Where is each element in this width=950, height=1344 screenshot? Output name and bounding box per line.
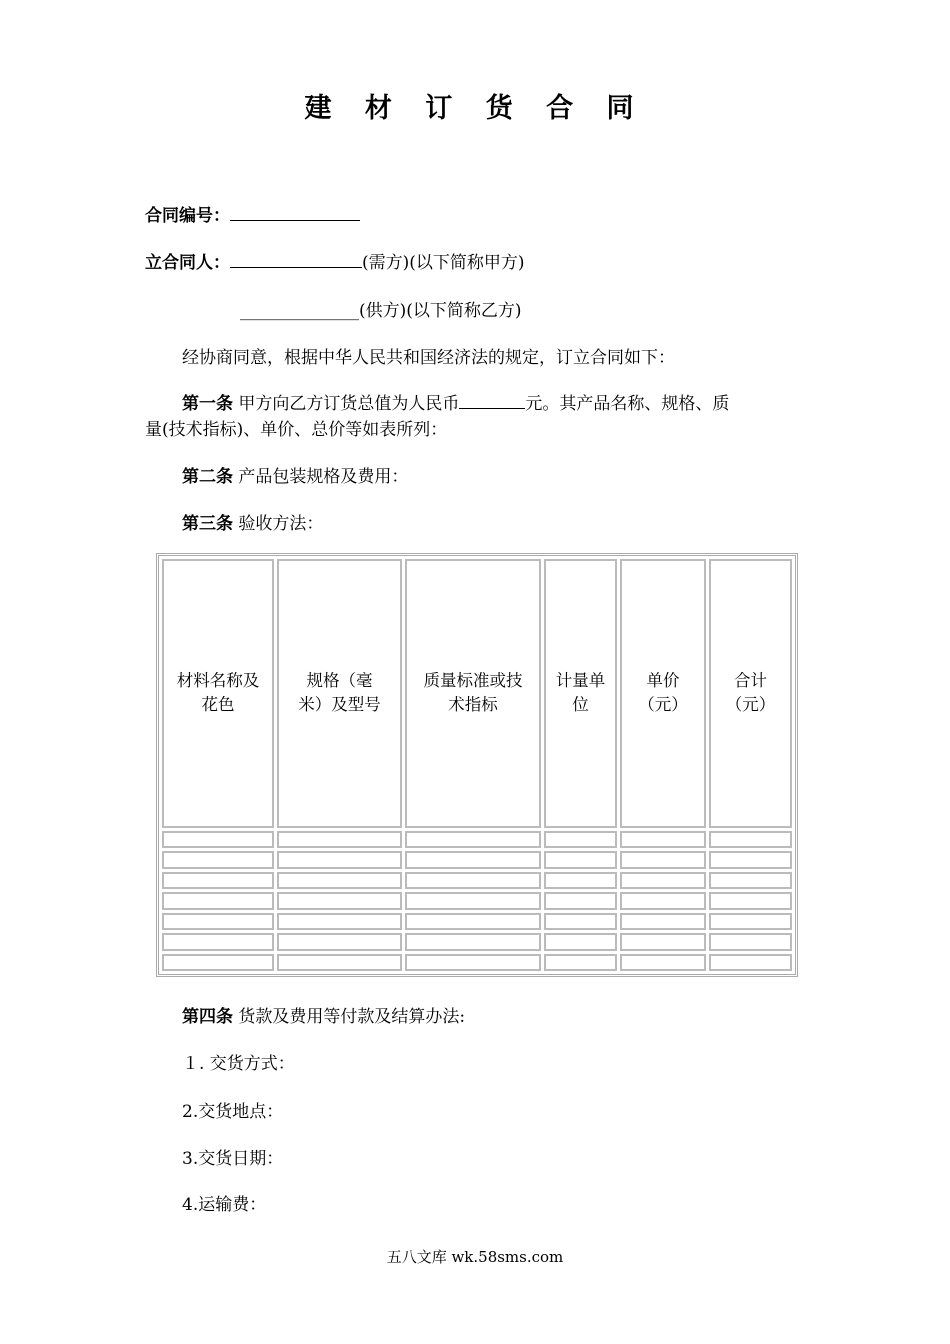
article-2-text: 产品包装规格及费用： — [238, 467, 409, 487]
table-cell[interactable] — [620, 892, 706, 909]
table-cell[interactable] — [405, 872, 541, 889]
header-total: 合计 （元） — [709, 559, 792, 828]
table-cell[interactable] — [405, 933, 541, 950]
article-1-line-1 — [182, 389, 729, 414]
table-cell[interactable] — [405, 851, 541, 868]
table-row — [162, 851, 792, 868]
article-1-line-2: 量(技术指标)、单价、总价等如表所列： — [145, 420, 448, 440]
table-row — [162, 913, 792, 930]
table-row — [162, 872, 792, 889]
header-unit-price: 单价 （元） — [620, 559, 706, 828]
item-delivery-method: １. 交货方式： — [182, 1054, 295, 1074]
header-quality-standard: 质量标准或技 术指标 — [405, 559, 541, 828]
table-row — [162, 954, 792, 972]
article-1-text-a: 甲方向乙方订货总值为人民币 — [238, 394, 460, 414]
table-cell[interactable] — [405, 892, 541, 909]
buyer-suffix: (需方)(以下简称甲方) — [362, 253, 525, 273]
footer-watermark: 五八文库 wk.58sms.com — [386, 1248, 564, 1266]
item-freight: 4.运输费： — [182, 1195, 267, 1215]
header-material-name: 材料名称及 花色 — [162, 559, 274, 828]
buyer-name-blank[interactable] — [230, 251, 362, 268]
table-cell[interactable] — [277, 851, 402, 868]
table-cell[interactable] — [544, 851, 617, 868]
table-cell[interactable] — [544, 872, 617, 889]
header-unit: 计量单 位 — [544, 559, 617, 828]
article-1-text-b: 元。其产品名称、规格、质 — [525, 394, 730, 414]
table-cell[interactable] — [709, 872, 792, 889]
total-amount-blank[interactable] — [459, 392, 525, 409]
article-4 — [182, 1002, 465, 1027]
item-delivery-date: 3.交货日期： — [182, 1149, 284, 1169]
table-cell[interactable] — [277, 872, 402, 889]
table-cell[interactable] — [162, 892, 274, 909]
item-delivery-place: 2.交货地点： — [182, 1102, 284, 1122]
table-cell[interactable] — [277, 831, 402, 848]
contract-number-label: 合同编号： — [145, 206, 230, 226]
seller-name-blank[interactable]: ______________ — [240, 301, 359, 321]
table-row — [162, 892, 792, 909]
article-3 — [182, 509, 323, 534]
table-cell[interactable] — [544, 892, 617, 909]
table-cell[interactable] — [277, 933, 402, 950]
table-cell[interactable] — [277, 954, 402, 972]
parties-buyer-line — [145, 248, 525, 273]
article-1-heading: 第一条 — [182, 394, 233, 414]
table-cell[interactable] — [162, 933, 274, 950]
table-cell[interactable] — [405, 913, 541, 930]
table-cell[interactable] — [544, 933, 617, 950]
table-cell[interactable] — [620, 954, 706, 972]
table-cell[interactable] — [620, 831, 706, 848]
table-cell[interactable] — [620, 933, 706, 950]
table-row — [162, 831, 792, 848]
table-cell[interactable] — [277, 913, 402, 930]
table-cell[interactable] — [709, 933, 792, 950]
article-3-text: 验收方法： — [238, 514, 324, 534]
table-row — [162, 933, 792, 950]
table-cell[interactable] — [620, 913, 706, 930]
table-cell[interactable] — [709, 831, 792, 848]
table-cell[interactable] — [277, 892, 402, 909]
table-cell[interactable] — [162, 851, 274, 868]
document-title: 建 材 订 货 合 同 — [304, 93, 646, 124]
table-cell[interactable] — [709, 954, 792, 972]
table-cell[interactable] — [709, 851, 792, 868]
table-cell[interactable] — [162, 872, 274, 889]
article-4-text: 货款及费用等付款及结算办法: — [238, 1007, 466, 1027]
table-cell[interactable] — [544, 913, 617, 930]
table-cell[interactable] — [620, 872, 706, 889]
table-cell[interactable] — [709, 892, 792, 909]
table-cell[interactable] — [544, 954, 617, 972]
table-header-row — [162, 559, 792, 828]
intro-paragraph: 经协商同意，根据中华人民共和国经济法的规定，订立合同如下： — [182, 348, 675, 368]
table-cell[interactable] — [405, 831, 541, 848]
article-2 — [182, 462, 408, 487]
table-cell[interactable] — [405, 954, 541, 972]
table-cell[interactable] — [162, 831, 274, 848]
header-spec-model: 规格（毫 米）及型号 — [277, 559, 402, 828]
article-3-heading: 第三条 — [182, 514, 233, 534]
parties-seller-line — [240, 296, 522, 321]
contract-number-line — [145, 201, 360, 226]
article-4-heading: 第四条 — [182, 1007, 233, 1027]
order-table — [156, 553, 798, 977]
table-cell[interactable] — [162, 954, 274, 972]
seller-suffix: (供方)(以下简称乙方) — [359, 301, 522, 321]
table-cell[interactable] — [544, 831, 617, 848]
table-cell[interactable] — [620, 851, 706, 868]
parties-label: 立合同人： — [145, 253, 230, 273]
table-cell[interactable] — [709, 913, 792, 930]
table-cell[interactable] — [162, 913, 274, 930]
contract-number-blank[interactable] — [230, 204, 360, 221]
article-2-heading: 第二条 — [182, 467, 233, 487]
